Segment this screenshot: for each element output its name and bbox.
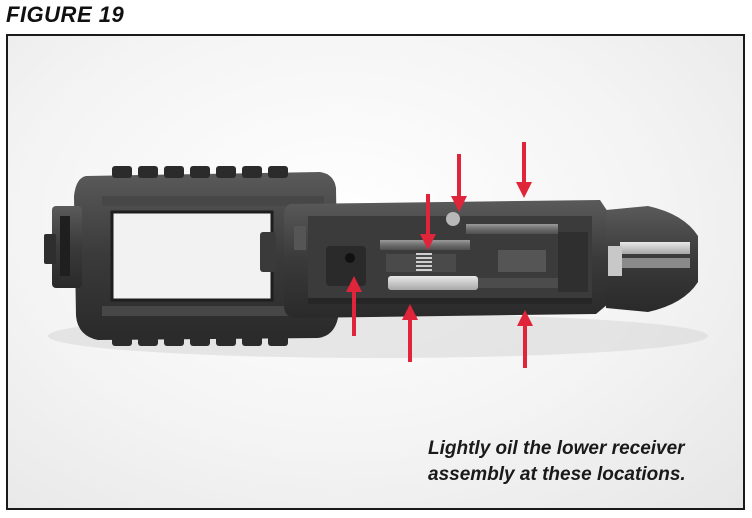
arrow-down-2 [516,142,532,198]
front-mount [606,206,698,312]
figure-photo-frame [6,34,745,510]
figure-title: FIGURE 19 [6,2,125,27]
caption-line-2: assembly at these locations. [428,464,686,485]
caption-line-1: Lightly oil the lower receiver [428,438,685,459]
figure-caption [428,436,728,488]
receiver-housing [260,200,608,318]
